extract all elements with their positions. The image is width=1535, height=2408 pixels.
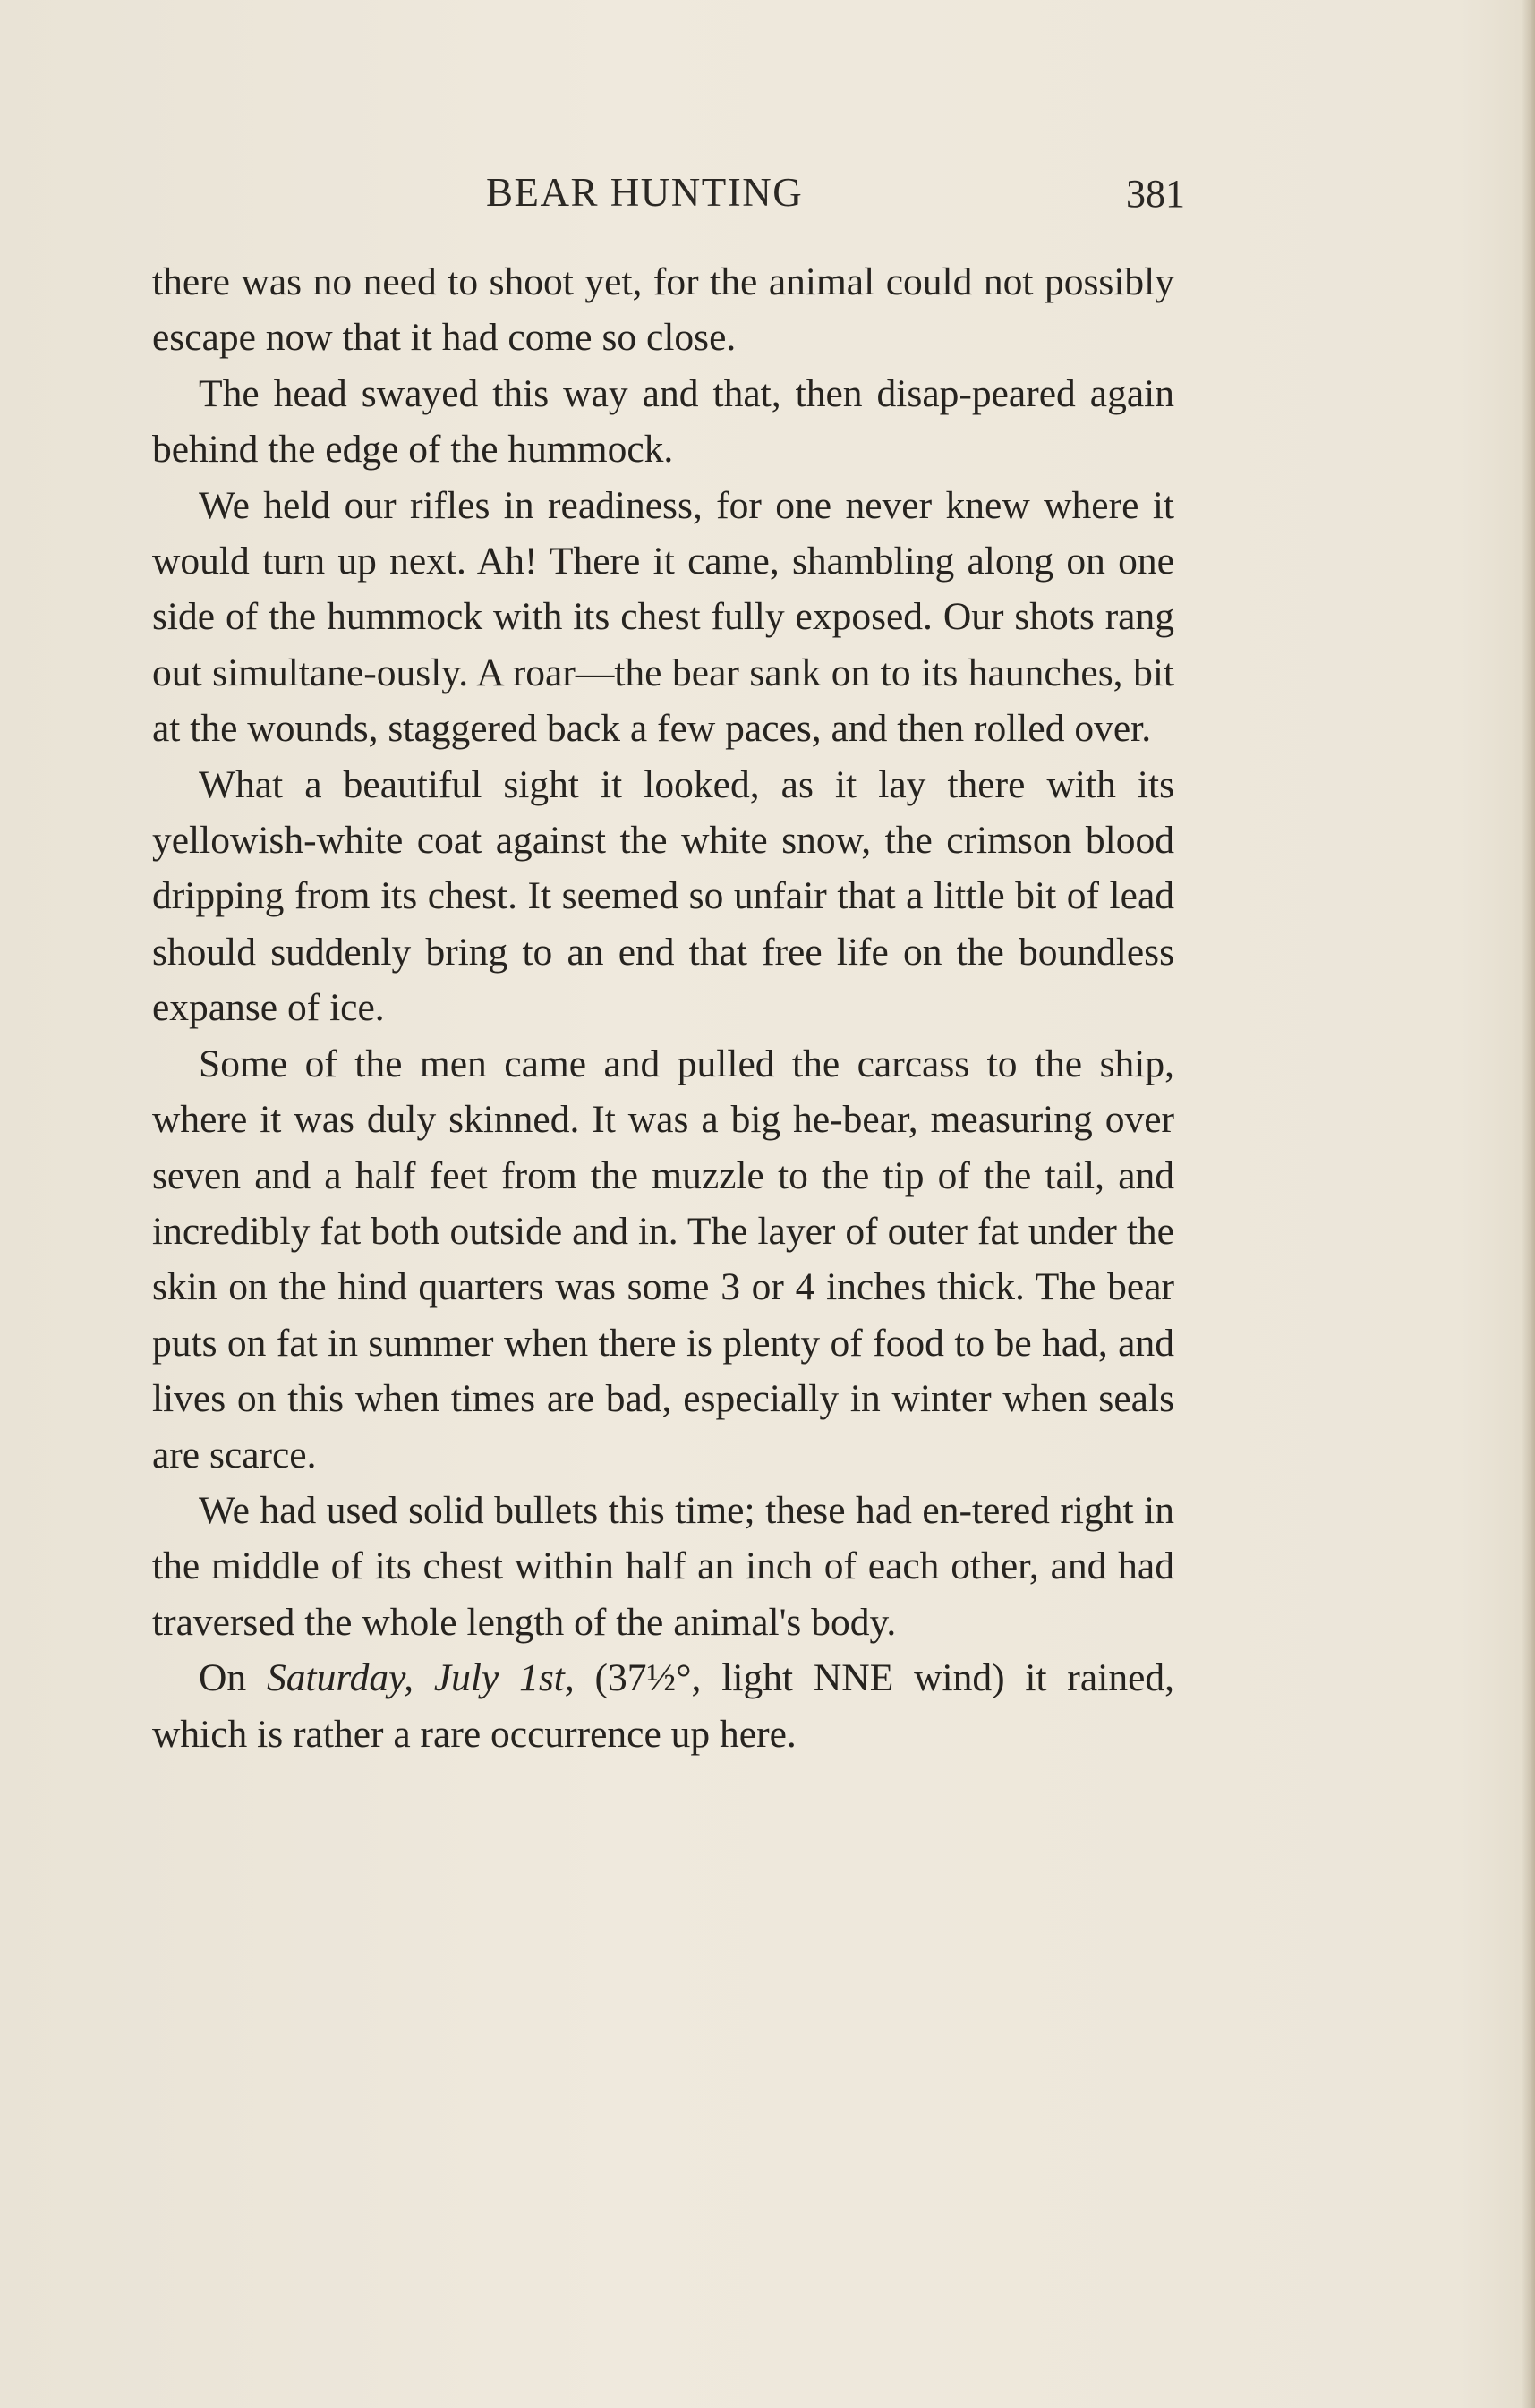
page-edge (1522, 0, 1535, 2408)
body-text (152, 254, 1174, 1762)
paragraph: We had used solid bullets this time; these had en-tered right in the middle of its chest within half an inch of each other, and had traversed the whole length of the animal's body. (152, 1488, 1174, 1644)
paragraph: What a beautiful sight it looked, as it lay there with its yellowish-white coat against the white snow, the crimson blood dripping from its chest. It seemed so unfair that a little bit of lead should suddenly bring to an end that free life on the boundless expanse of ice. (152, 762, 1174, 1030)
running-head (0, 168, 1535, 222)
paragraph-text: (37½°, light NNE wind) it rained, which is rather a rare occurrence up here. (152, 1656, 1174, 1756)
paragraph-text: On (199, 1656, 268, 1700)
paragraph: Some of the men came and pulled the carcass to the ship, where it was duly skinned. It was a big he-bear, measuring over seven and a half feet from the muzzle to the tip of the tail, and incredibly fat both outside and in. The layer of outer fat under the skin on the hind quarters was some 3 or 4 inches thick. The bear puts on fat in summer when there is plenty of food to be had, and lives on this when times are bad, especially in winter when seals are scarce. (152, 1042, 1174, 1476)
paragraph: We held our rifles in readiness, for one never knew where it would turn up next. Ah! There it came, shambling along on one side of the hummock with its chest fully exposed. Our shots rang out simultane-ously. A roar—the bear sank on to its haunches, bit at the wounds, staggered back a few paces, and then rolled over. (152, 483, 1174, 751)
running-title: BEAR HUNTING (486, 170, 804, 215)
paragraph: The head swayed this way and that, then disap-peared again behind the edge of the hummock. (152, 371, 1174, 472)
paragraph: there was no need to shoot yet, for the animal could not possibly escape now that it had come so close. (152, 260, 1174, 360)
paragraph (152, 1650, 1174, 1762)
date-italic: Saturday, July 1st, (267, 1656, 575, 1700)
page-number: 381 (1126, 172, 1185, 216)
